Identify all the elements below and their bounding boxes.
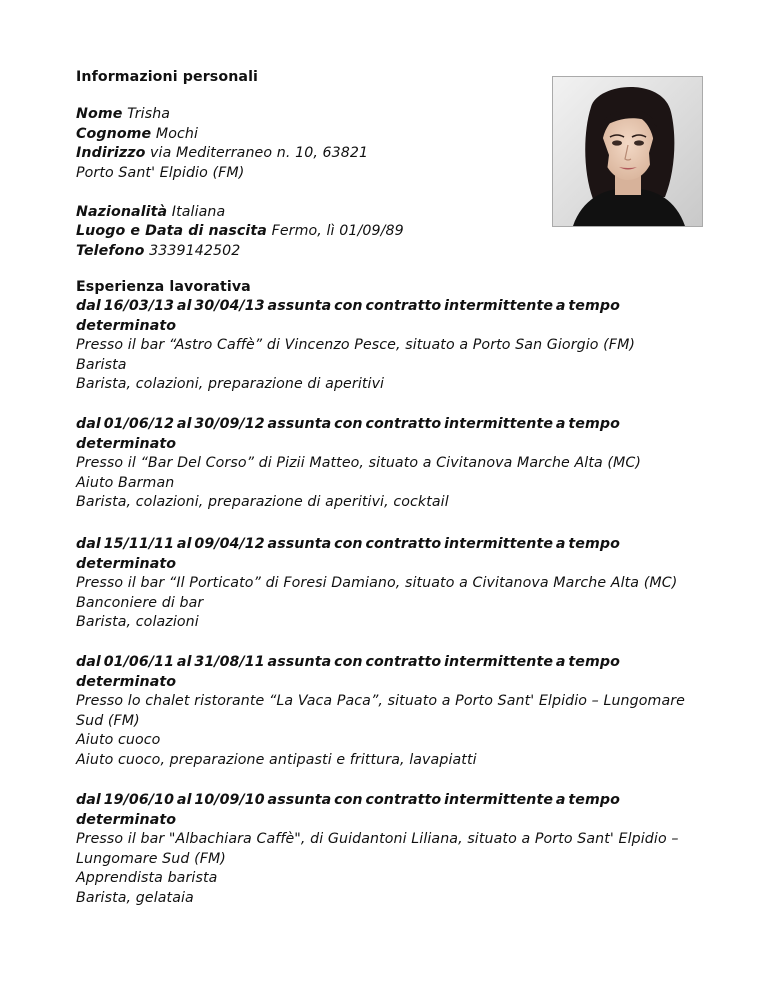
job-tasks: Barista, gelataia (76, 889, 194, 906)
job-role: Aiuto Barman (76, 474, 175, 491)
job-period: dal 01/06/11 al 31/08/11 assunta con contratto intermittente a tempo (76, 654, 620, 670)
address-city: Porto Sant' Elpidio (FM) (76, 164, 245, 181)
phone-label: Telefono (76, 242, 145, 259)
name-value: Trisha (127, 106, 171, 122)
job-place-cont: Lungomare Sud (FM) (76, 850, 226, 867)
job-place: Presso il “Bar Del Corso” di Pizii Matteo, situato a Civitanova Marche Alta (MC) (76, 455, 642, 471)
nationality-value: Italiana (171, 203, 226, 220)
nationality-label: Nazionalità (76, 203, 168, 220)
address-value: via Mediterraneo n. 10, 63821 (150, 145, 369, 161)
job-period-end: determinato (76, 435, 177, 452)
job-entry (76, 415, 642, 513)
surname-label: Cognome (76, 125, 152, 142)
job-place: Presso lo chalet ristorante “La Vaca Paca”, situato a Porto Sant' Elpidio – Lungomare (76, 693, 686, 709)
job-place-cont: Sud (FM) (76, 712, 140, 729)
personal-info-heading: Informazioni personali (76, 69, 258, 85)
phone-row (76, 242, 696, 262)
job-role: Banconiere di bar (76, 594, 204, 611)
job-period-end: determinato (76, 673, 177, 690)
portrait-image (553, 77, 702, 226)
job-period: dal 01/06/12 al 30/09/12 assunta con contratto intermittente a tempo (76, 416, 620, 432)
job-period-end: determinato (76, 811, 177, 828)
job-place: Presso il bar "Albachiara Caffè", di Guidantoni Liliana, situato a Porto Sant' Elpidio – (76, 831, 679, 847)
phone-value: 3339142502 (149, 242, 241, 259)
job-tasks: Barista, colazioni, preparazione di aperitivi (76, 376, 385, 392)
job-entry (76, 791, 679, 908)
job-entry (76, 653, 686, 770)
job-tasks: Barista, colazioni (76, 614, 199, 630)
birth-label: Luogo e Data di nascita (76, 223, 267, 239)
experience-heading: Esperienza lavorativa (76, 279, 251, 295)
job-entry (76, 535, 678, 633)
job-tasks: Barista, colazioni, preparazione di aperitivi, cocktail (76, 494, 449, 510)
profile-photo (552, 76, 703, 227)
job-place: Presso il bar “Astro Caffè” di Vincenzo Pesce, situato a Porto San Giorgio (FM) (76, 337, 636, 353)
surname-value: Mochi (155, 125, 199, 142)
job-period-end: determinato (76, 317, 177, 334)
job-period: dal 19/06/10 al 10/09/10 assunta con contratto intermittente a tempo (76, 792, 620, 808)
job-period: dal 16/03/13 al 30/04/13 assunta con contratto intermittente a tempo (76, 298, 620, 314)
job-role: Aiuto cuoco (76, 732, 161, 748)
job-role: Apprendista barista (76, 870, 218, 886)
name-label: Nome (76, 106, 123, 122)
job-place: Presso il bar “Il Porticato” di Foresi Damiano, situato a Civitanova Marche Alta (MC) (76, 575, 678, 591)
job-tasks: Aiuto cuoco, preparazione antipasti e frittura, lavapiatti (76, 751, 477, 768)
job-role: Barista (76, 356, 127, 373)
job-period-end: determinato (76, 555, 177, 572)
birth-value: Fermo, lì 01/09/89 (271, 223, 404, 239)
address-label: Indirizzo (76, 145, 146, 161)
job-entry (76, 297, 636, 395)
job-period: dal 15/11/11 al 09/04/12 assunta con contratto intermittente a tempo (76, 536, 620, 552)
